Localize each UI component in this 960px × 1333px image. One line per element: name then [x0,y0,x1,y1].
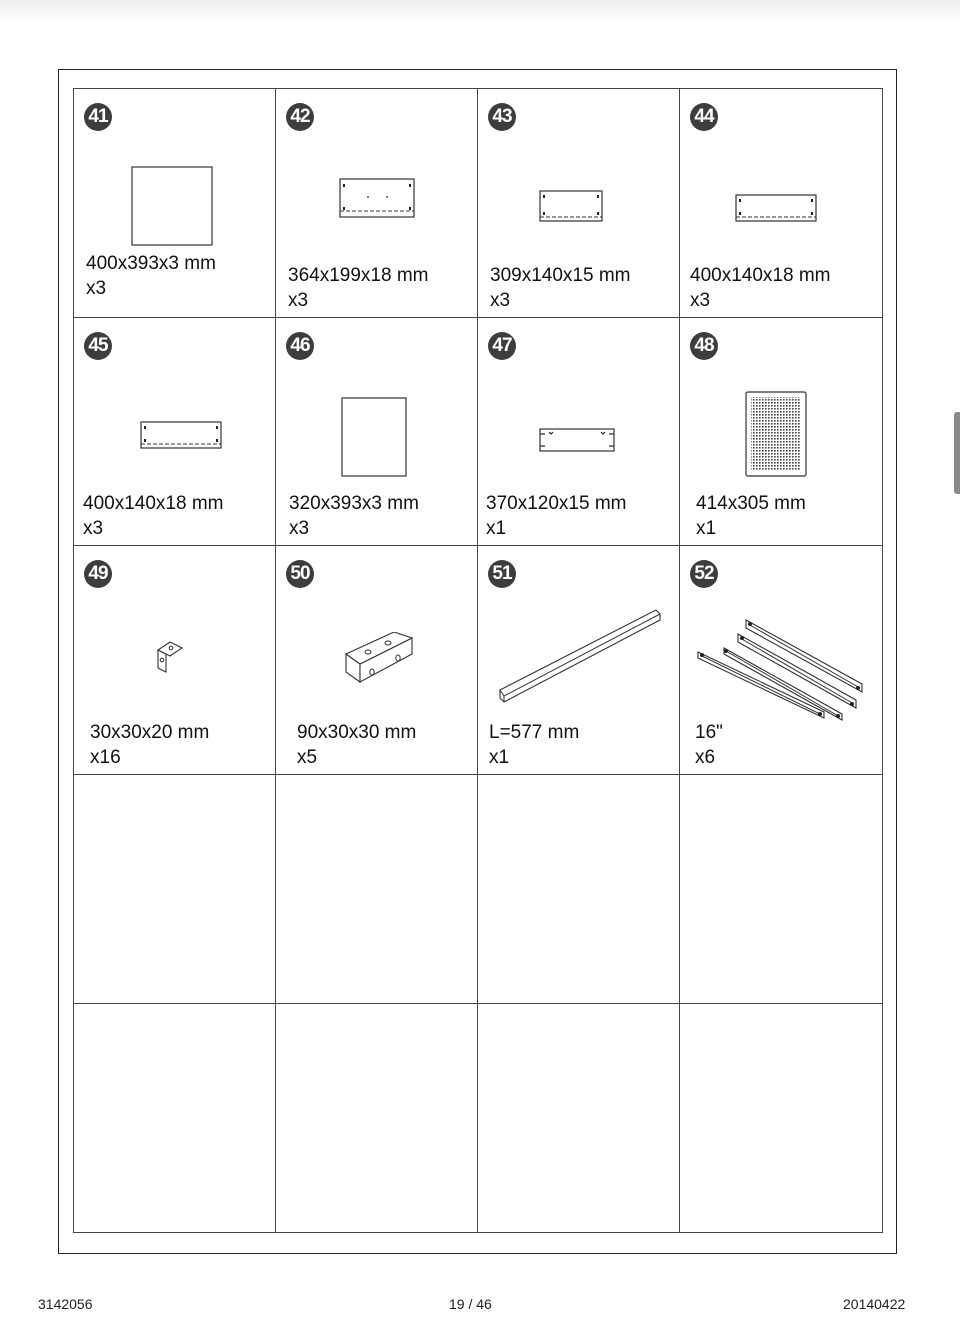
part-quantity: x5 [297,747,318,768]
empty-cell [478,1004,680,1233]
part-number-badge: 44 [690,103,718,131]
empty-cell [74,775,276,1004]
part-quantity: x3 [690,290,711,311]
part-cell-42 [276,89,478,318]
page-top-shade [0,0,960,22]
empty-cell [680,775,883,1004]
part-cell-51 [478,546,680,775]
part-dimensions: 309x140x15 mm [490,265,631,286]
part-spec [86,251,216,301]
part-quantity: x1 [486,518,507,539]
empty-cell [276,775,478,1004]
part-spec [490,263,630,313]
part-number-badge: 45 [84,332,112,360]
part-quantity: x16 [90,747,121,768]
part-cell-48 [680,318,883,546]
part-spec [489,720,579,770]
part-dimensions: 90x30x30 mm [297,722,417,743]
document-date: 20140422 [843,1296,906,1312]
part-dimensions: 320x393x3 mm [289,493,419,514]
part-dimensions: L=577 mm [489,722,580,743]
empty-cell [276,1004,478,1233]
rod-drawing [496,606,664,708]
page-number: 19 / 46 [449,1296,492,1312]
board-drawing [139,420,223,452]
page-scroll-handle[interactable] [954,412,960,494]
part-cell-46 [276,318,478,546]
part-quantity: x1 [489,747,510,768]
part-number-badge: 47 [488,332,516,360]
small-bracket-drawing [152,638,186,674]
mesh-panel-drawing [744,390,810,480]
part-spec [486,491,626,541]
board-drawing [338,177,416,221]
part-quantity: x3 [490,290,511,311]
part-cell-41 [74,89,276,318]
part-quantity: x6 [695,747,716,768]
part-dimensions: 400x140x18 mm [83,493,224,514]
part-spec [83,491,223,541]
board-drawing [538,189,604,225]
part-dimensions: 364x199x18 mm [288,265,429,286]
part-cell-44 [680,89,883,318]
part-cell-43 [478,89,680,318]
part-spec [90,720,209,770]
part-cell-50 [276,546,478,775]
part-spec [690,263,830,313]
part-number-badge: 41 [84,103,112,131]
part-number-badge: 42 [286,103,314,131]
part-spec [695,720,723,770]
part-spec [297,720,416,770]
part-quantity: x1 [696,518,717,539]
empty-cell [680,1004,883,1233]
part-number-badge: 46 [286,332,314,360]
board-drawing [734,193,818,225]
part-spec [288,263,428,313]
part-number-badge: 48 [690,332,718,360]
part-number-badge: 49 [84,560,112,588]
part-dimensions: 30x30x20 mm [90,722,210,743]
parts-grid [73,88,883,1233]
document-number: 3142056 [38,1296,93,1312]
part-quantity: x3 [289,518,310,539]
part-quantity: x3 [86,278,107,299]
part-dimensions: 400x393x3 mm [86,253,216,274]
part-dimensions: 414x305 mm [696,493,806,514]
part-number-badge: 43 [488,103,516,131]
part-dimensions: 16" [695,722,723,743]
part-number-badge: 52 [690,560,718,588]
part-dimensions: 370x120x15 mm [486,493,627,514]
panel-drawing [340,396,408,480]
part-cell-49 [74,546,276,775]
part-spec [289,491,419,541]
part-number-badge: 50 [286,560,314,588]
part-quantity: x3 [83,518,104,539]
empty-cell [74,1004,276,1233]
part-spec [696,491,806,541]
panel-drawing [130,165,214,247]
board-drawing [537,426,617,456]
drawer-slides-drawing [696,612,868,722]
part-number-badge: 51 [488,560,516,588]
part-cell-52 [680,546,883,775]
large-bracket-drawing [342,632,416,692]
part-quantity: x3 [288,290,309,311]
part-dimensions: 400x140x18 mm [690,265,831,286]
empty-cell [478,775,680,1004]
part-cell-47 [478,318,680,546]
part-cell-45 [74,318,276,546]
